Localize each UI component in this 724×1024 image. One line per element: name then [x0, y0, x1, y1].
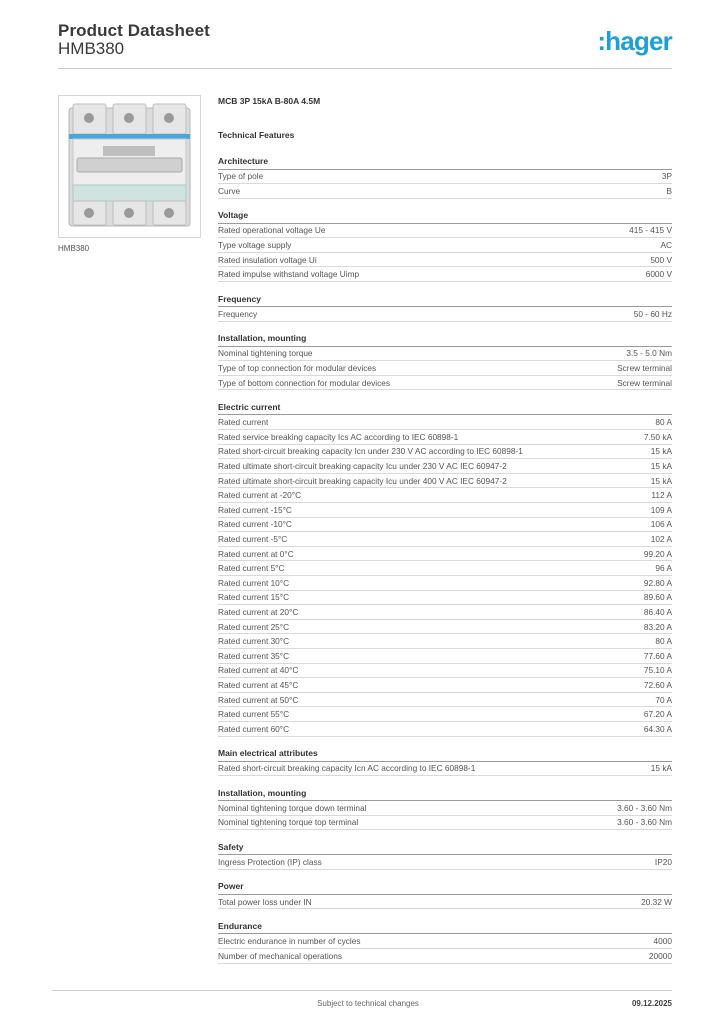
spec-row: [218, 707, 672, 722]
spec-label: Rated impulse withstand voltage Uimp: [218, 269, 360, 280]
spec-label: Rated current 25°C: [218, 621, 290, 632]
spec-label: Rated current 15°C: [218, 592, 290, 603]
spec-value: 75.10 A: [643, 665, 672, 676]
circuit-breaker-illustration: [59, 96, 200, 237]
spec-row: [218, 649, 672, 664]
spec-value: B: [666, 185, 672, 196]
spec-row: [218, 816, 672, 831]
spec-value: 102 A: [650, 533, 672, 544]
product-description: MCB 3P 15kA B-80A 4.5M: [218, 96, 321, 106]
spec-row: [218, 347, 672, 362]
spec-value: Screw terminal: [617, 363, 672, 374]
spec-label: Rated current -15°C: [218, 504, 292, 515]
spec-label: Type voltage supply: [218, 240, 292, 251]
spec-value: 89.60 A: [643, 592, 672, 603]
spec-section: [218, 210, 672, 282]
spec-row: [218, 561, 672, 576]
feature-sections: [218, 156, 672, 964]
spec-label: Rated current at 40°C: [218, 665, 299, 676]
spec-value: 15 kA: [650, 763, 672, 774]
spec-value: 6000 V: [645, 269, 672, 280]
spec-label: Rated short-circuit breaking capacity Icn AC according to IEC 60898-1: [218, 763, 476, 774]
spec-value: 86.40 A: [643, 606, 672, 617]
spec-row: [218, 678, 672, 693]
spec-label: Ingress Protection (IP) class: [218, 857, 322, 868]
spec-value: 500 V: [650, 254, 672, 265]
section-title: Safety: [218, 842, 672, 856]
spec-label: Rated service breaking capacity Ics AC according to IEC 60898-1: [218, 431, 459, 442]
spec-label: Rated current at 45°C: [218, 679, 299, 690]
section-title: Electric current: [218, 402, 672, 416]
spec-value: 70 A: [655, 694, 672, 705]
spec-row: [218, 184, 672, 199]
section-title: Power: [218, 881, 672, 895]
spec-row: [218, 267, 672, 282]
spec-row: [218, 532, 672, 547]
spec-section: [218, 294, 672, 322]
spec-row: [218, 253, 672, 268]
spec-label: Rated current: [218, 417, 269, 428]
section-title: Voltage: [218, 210, 672, 224]
spec-label: Rated current 10°C: [218, 577, 290, 588]
page-title: Product Datasheet: [58, 21, 210, 40]
spec-value: 15 kA: [650, 446, 672, 457]
section-title: Installation, mounting: [218, 788, 672, 802]
spec-value: 80 A: [655, 417, 672, 428]
spec-label: Frequency: [218, 308, 258, 319]
spec-row: [218, 474, 672, 489]
spec-value: Screw terminal: [617, 377, 672, 388]
spec-row: [218, 591, 672, 606]
spec-value: 15 kA: [650, 475, 672, 486]
spec-row: [218, 949, 672, 964]
spec-value: 112 A: [651, 490, 672, 501]
spec-label: Rated ultimate short-circuit breaking capacity Icu under 230 V AC IEC 60947-2: [218, 461, 507, 472]
spec-value: 50 - 60 Hz: [633, 308, 672, 319]
spec-value: 77.60 A: [643, 650, 672, 661]
spec-value: 96 A: [655, 563, 672, 574]
footer-divider: [52, 990, 672, 991]
section-title: Endurance: [218, 921, 672, 935]
image-caption: HMB380: [58, 244, 90, 253]
spec-section: [218, 881, 672, 909]
spec-row: [218, 503, 672, 518]
spec-row: [218, 224, 672, 239]
spec-row: [218, 855, 672, 870]
section-title: Architecture: [218, 156, 672, 170]
technical-features-title: Technical Features: [218, 130, 295, 140]
spec-value: 3.60 - 3.60 Nm: [617, 802, 672, 813]
section-title: Main electrical attributes: [218, 748, 672, 762]
spec-label: Rated current 55°C: [218, 709, 290, 720]
spec-row: [218, 445, 672, 460]
spec-label: Nominal tightening torque down terminal: [218, 802, 367, 813]
spec-section: [218, 921, 672, 964]
spec-label: Rated operational voltage Ue: [218, 225, 326, 236]
spec-value: 3.5 - 5.0 Nm: [626, 348, 672, 359]
spec-label: Rated current at -20°C: [218, 490, 302, 501]
spec-row: [218, 664, 672, 679]
spec-row: [218, 693, 672, 708]
spec-label: Rated short-circuit breaking capacity Icn under 230 V AC according to IEC 60898-1: [218, 446, 523, 457]
spec-label: Rated current 60°C: [218, 723, 290, 734]
spec-row: [218, 762, 672, 777]
spec-row: [218, 488, 672, 503]
spec-value: 4000: [653, 936, 672, 947]
spec-label: Type of top connection for modular devices: [218, 363, 377, 374]
spec-row: [218, 605, 672, 620]
spec-label: Rated current -5°C: [218, 533, 288, 544]
spec-value: 64.30 A: [643, 723, 672, 734]
spec-row: [218, 620, 672, 635]
spec-label: Rated current 30°C: [218, 636, 290, 647]
section-title: Frequency: [218, 294, 672, 308]
spec-label: Electric endurance in number of cycles: [218, 936, 361, 947]
spec-label: Rated current 35°C: [218, 650, 290, 661]
spec-section: [218, 788, 672, 831]
spec-section: [218, 333, 672, 390]
spec-label: Type of pole: [218, 171, 264, 182]
spec-row: [218, 376, 672, 391]
header-divider: [58, 68, 672, 69]
spec-value: 7.50 kA: [643, 431, 672, 442]
spec-section: [218, 842, 672, 870]
spec-row: [218, 634, 672, 649]
spec-value: 3P: [661, 171, 672, 182]
spec-label: Rated insulation voltage Ui: [218, 254, 317, 265]
spec-value: 415 - 415 V: [629, 225, 672, 236]
spec-value: 15 kA: [650, 461, 672, 472]
spec-label: Nominal tightening torque: [218, 348, 313, 359]
spec-label: Curve: [218, 185, 241, 196]
spec-label: Rated current at 0°C: [218, 548, 294, 559]
spec-value: 80 A: [655, 636, 672, 647]
footer-date: 09.12.2025: [631, 999, 672, 1008]
spec-label: Type of bottom connection for modular devices: [218, 377, 391, 388]
spec-label: Total power loss under IN: [218, 896, 312, 907]
spec-value: 72.60 A: [643, 679, 672, 690]
footer-note: Subject to technical changes: [317, 999, 419, 1008]
spec-row: [218, 307, 672, 322]
spec-label: Nominal tightening torque top terminal: [218, 817, 359, 828]
spec-row: [218, 415, 672, 430]
spec-row: [218, 801, 672, 816]
spec-row: [218, 430, 672, 445]
spec-value: 109 A: [650, 504, 672, 515]
spec-row: [218, 895, 672, 910]
product-image: [58, 95, 201, 238]
spec-row: [218, 934, 672, 949]
technical-content: [218, 96, 672, 964]
brand-logo: [597, 28, 672, 54]
spec-row: [218, 547, 672, 562]
spec-section: [218, 748, 672, 776]
spec-value: 67.20 A: [643, 709, 672, 720]
spec-value: AC: [660, 240, 672, 251]
spec-value: 83.20 A: [643, 621, 672, 632]
spec-value: 20000: [648, 950, 672, 961]
spec-label: Rated current -10°C: [218, 519, 292, 530]
spec-value: IP20: [654, 857, 672, 868]
spec-section: [218, 402, 672, 737]
spec-label: Number of mechanical operations: [218, 950, 343, 961]
spec-row: [218, 361, 672, 376]
spec-label: Rated current 5°C: [218, 563, 285, 574]
spec-row: [218, 576, 672, 591]
section-title: Installation, mounting: [218, 333, 672, 347]
spec-row: [218, 238, 672, 253]
spec-row: [218, 170, 672, 185]
spec-value: 3.60 - 3.60 Nm: [617, 817, 672, 828]
spec-value: 99.20 A: [643, 548, 672, 559]
spec-label: Rated ultimate short-circuit breaking capacity Icu under 400 V AC IEC 60947-2: [218, 475, 507, 486]
spec-section: [218, 156, 672, 199]
spec-row: [218, 518, 672, 533]
spec-label: Rated current at 20°C: [218, 606, 299, 617]
product-code: HMB380: [58, 39, 125, 58]
spec-value: 106 A: [650, 519, 672, 530]
spec-value: 20.32 W: [641, 896, 672, 907]
spec-label: Rated current at 50°C: [218, 694, 299, 705]
brand-logo-text: :hager: [597, 26, 672, 56]
spec-value: 92.80 A: [643, 577, 672, 588]
spec-row: [218, 459, 672, 474]
spec-row: [218, 722, 672, 737]
